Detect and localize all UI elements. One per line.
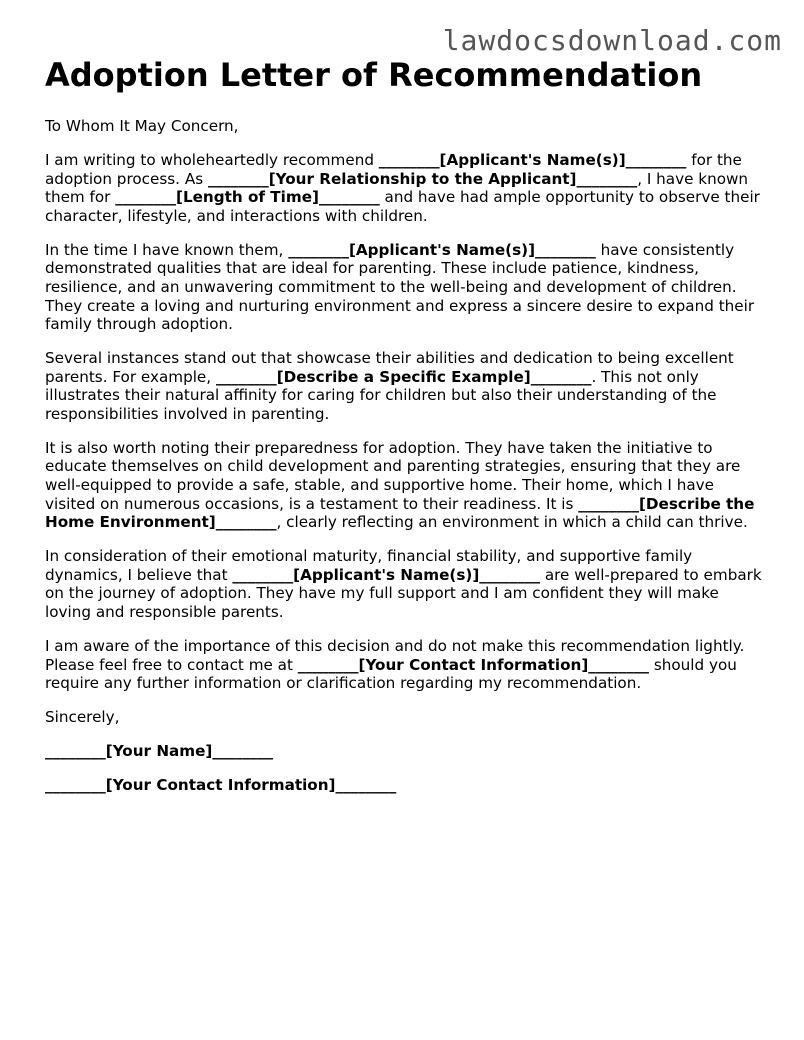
paragraph-consideration <box>45 547 767 621</box>
text-segment: I am writing to wholeheartedly recommend <box>45 150 379 169</box>
text-segment: I am aware of the importance of this decision and do not make this recommendation lightly. Please feel free to contact me at <box>45 637 745 674</box>
paragraph-example <box>45 349 767 423</box>
text-segment: for the adoption process. As <box>45 150 742 188</box>
relationship-field: ________[Your Relationship to the Applicant]________ <box>207 169 638 188</box>
watermark-text: lawdocsdownload.com <box>442 24 782 57</box>
text-segment: should you require any further information or clarification regarding my recommendation. <box>45 655 737 693</box>
text-segment: Several instances stand out that showcase their abilities and dedication to being excellent parents. For example, <box>45 349 734 386</box>
home-environment-field: ________[Describe the Home Environment]________ <box>45 494 755 532</box>
length-of-time-field: ________[Length of Time]________ <box>115 188 380 207</box>
paragraph-qualities <box>45 241 767 334</box>
document-title: Adoption Letter of Recommendation <box>45 56 703 94</box>
text-segment: , clearly reflecting an environment in which a child can thrive. <box>276 513 748 532</box>
paragraph-preparedness <box>45 439 767 532</box>
contact-information-field: ________[Your Contact Information]________ <box>297 655 650 674</box>
paragraph-intro <box>45 151 767 225</box>
text-segment: . This not only illustrates their natural affinity for caring for children but also their understanding of the responsibilities involved in parenting. <box>45 367 717 423</box>
salutation: To Whom It May Concern, <box>45 117 239 135</box>
text-segment: In consideration of their emotional maturity, financial stability, and supportive family dynamics, I believe that <box>45 547 693 584</box>
closing: Sincerely, <box>45 708 120 727</box>
text-segment: have consistently demonstrated qualities that are ideal for parenting. These include patience, kindness, resilience, and an unwavering commitment to the well-being and development of children. They create a loving and nurturing environment and express a sincere desire to expand their family through adoption. <box>45 240 755 334</box>
text-segment: It is also worth noting their preparedness for adoption. They have taken the initiative to educate themselves on child development and parenting strategies, ensuring that they are well-equipped to provide a safe, stable, and supportive home. Their home, which I have visited on numerous occasions, is a testament to their readiness. It is <box>45 438 741 513</box>
text-segment: , I have known them for <box>45 169 749 207</box>
paragraph-contact <box>45 637 767 693</box>
applicant-name-field: ________[Applicant's Name(s)]________ <box>378 150 687 169</box>
applicant-name-field: ________[Applicant's Name(s)]________ <box>288 240 596 259</box>
letter-body <box>45 117 767 810</box>
text-segment: and have had ample opportunity to observe their character, lifestyle, and interactions with children. <box>45 188 760 225</box>
signature-contact-field: ________[Your Contact Information]________ <box>45 776 397 795</box>
specific-example-field: ________[Describe a Specific Example]________ <box>215 367 592 386</box>
signature-name-field: ________[Your Name]________ <box>45 742 274 761</box>
text-segment: In the time I have known them, <box>45 240 289 259</box>
applicant-name-field: ________[Applicant's Name(s)]________ <box>232 565 541 584</box>
text-segment: are well-prepared to embark on the journey of adoption. They have my full support and I am confident they will make loving and responsible parents. <box>45 565 762 622</box>
